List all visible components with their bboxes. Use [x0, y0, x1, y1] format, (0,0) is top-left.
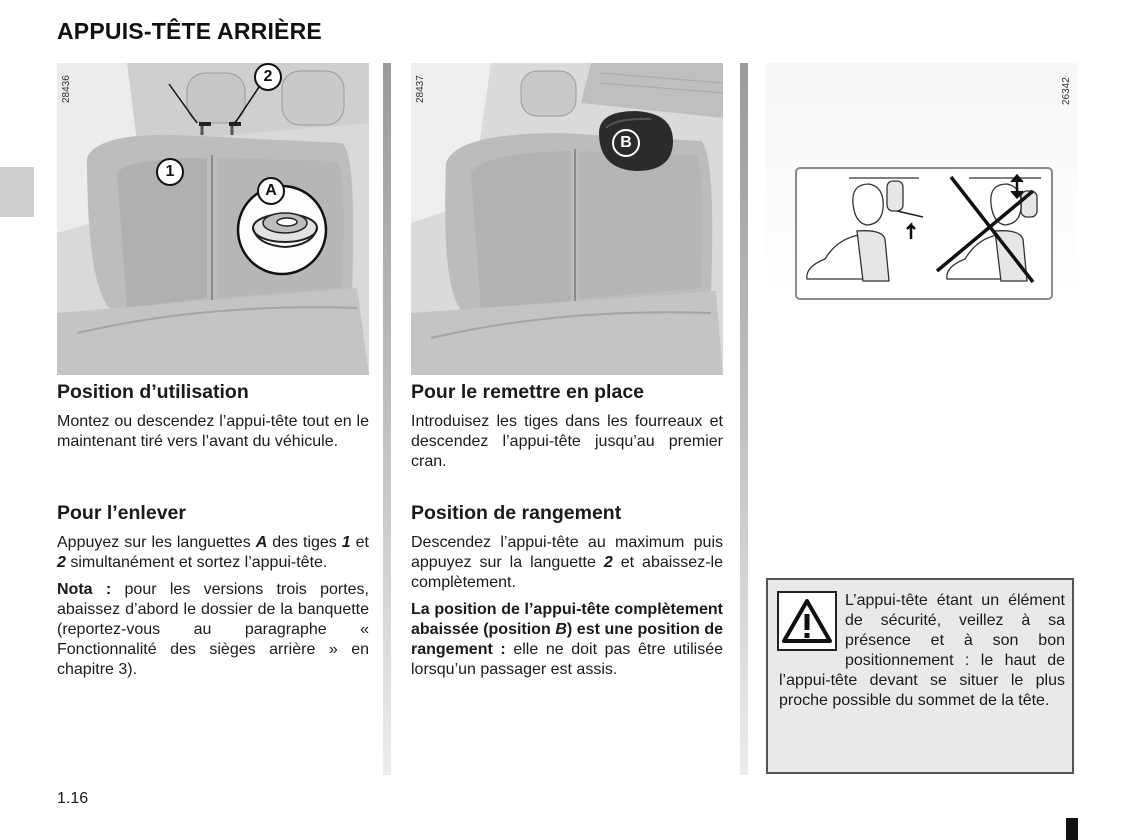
section-title: Pour le remettre en place [411, 381, 645, 403]
section-text: Descendez l’appui-tête au maximum puis appuyez sur la languette 2 et abaissez-le complètement. [411, 534, 723, 591]
nota-text: Nota : pour les versions trois portes, abaissez d’abord le dossier de la banquette (reportez-vous au paragraphe « Fonctionnalité des sièges arrière » en chapitre 3). [57, 581, 369, 678]
section-enlever [57, 502, 369, 687]
section-title: Position d’utilisation [57, 381, 249, 403]
column-divider [740, 63, 748, 775]
nota-label: Nota : [57, 581, 112, 598]
arrow-up-icon [907, 225, 915, 239]
photo-rear-seat-storage [411, 63, 723, 375]
callout-1: 1 [156, 158, 184, 186]
figure-code: 28437 [415, 75, 426, 103]
ref-2: 2 [603, 554, 613, 571]
figure-code: 26342 [1061, 77, 1072, 105]
ref-1: 1 [341, 534, 351, 551]
warning-text: L’appui-tête étant un élément de sécurité, veillez à sa présence et à son bon positionnement : le haut de l’appui-tête devant se situer le plus proche possible du sommet de la tête. [779, 592, 1065, 709]
section-text: Montez ou descendez l’appui-tête tout en le maintenant tiré vers l’avant du véhicule. [57, 413, 369, 450]
chapter-tab [0, 167, 34, 217]
page-number: 1.16 [57, 790, 89, 807]
rear-seat-storage-illustration [411, 63, 723, 375]
storage-warning-text: La position de l’appui-tête complètement abaissée (position B) est une position de rangement : elle ne doit pas être utilisée lorsqu’un passager est assis. [411, 601, 724, 678]
section-title: Pour l’enlever [57, 502, 186, 524]
callout-b: B [612, 129, 640, 157]
ref-a: A [255, 534, 268, 551]
headrest-position-illustration [797, 169, 1051, 298]
photo-rear-seat-release [57, 63, 369, 375]
section-title: Position de rangement [411, 502, 622, 524]
column-divider [383, 63, 391, 775]
figure-code: 28436 [61, 75, 72, 103]
warning-box [766, 578, 1074, 774]
section-text: Appuyez sur les languettes A des tiges 1 et 2 simultanément et sortez l’appui-tête. [57, 534, 370, 571]
ref-2: 2 [57, 554, 66, 571]
callout-2: 2 [254, 63, 282, 91]
callout-a: A [257, 177, 285, 205]
page-title: APPUIS-TÊTE ARRIÈRE [57, 18, 322, 44]
rear-seat-illustration [57, 63, 369, 375]
page-edge-mark [1066, 818, 1078, 840]
section-text: Introduisez les tiges dans les fourreaux et descendez l’appui-tête jusqu’au premier cran. [411, 413, 723, 470]
section-remettre [411, 381, 723, 479]
section-rangement [411, 502, 723, 687]
headrest-position-diagram [795, 167, 1053, 300]
ref-b: B [555, 621, 567, 638]
section-position-utilisation [57, 381, 369, 459]
